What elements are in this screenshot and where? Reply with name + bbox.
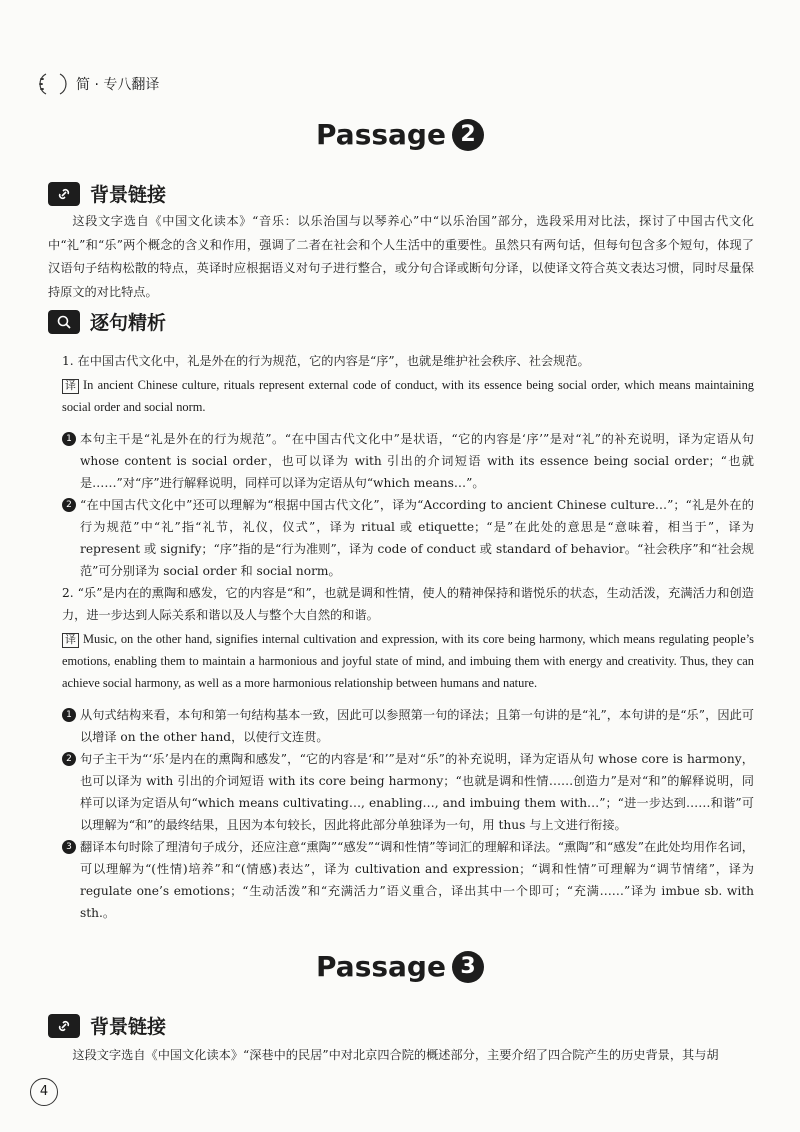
note-text: 翻译本句时除了理清句子成分，还应注意“熏陶”“感发”“调和性情”等词汇的理解和译法。“熏陶”和“感发”在此处均用作名词，可以理解为“(性情)培养”和“(情感)表达”，译为 cultivation and expression；“调和性情”可理解为“调节情绪”，译为 regulate one’s emotions；“生动活泼”和“充满活力”语义重合，译出其中一个即可；“充满……”译为 imbue sb. with sth.。 (80, 840, 754, 920)
note-text: 本句主干是“礼是外在的行为规范”。“在中国古代文化中”是状语，“它的内容是‘序’”是对“礼”的补充说明，译为定语从句 whose content is social order，也可以译为 with 引出的介词短语 with its essence being social order；“也就是……”对“序”进行解释说明，同样可以译为定语从句“which means…”。 (80, 432, 754, 490)
brand-logo (36, 70, 70, 98)
number-1-icon: 1 (62, 708, 76, 722)
laurel-icon (36, 70, 70, 98)
translation-text: In ancient Chinese culture, rituals represent external code of conduct, with its essence being social order, which means maintaining social order and social norm. (62, 378, 754, 414)
passage-word: Passage (316, 950, 446, 983)
note-text: “在中国古代文化中”还可以理解为“根据中国古代文化”，译为“According to ancient Chinese culture…”；“礼是外在的行为规范”中“礼”指“礼节，礼仪，仪式”，译为 ritual 或 etiquette；“是”在此处的意思是“意味着，相当于”，译为 represent 或 signify；“序”指的是“行为准则”，译为 code of conduct 或 standard of behavior。“社会秩序”和“社会规范”可分别译为 social order 和 social norm。 (80, 498, 754, 578)
number-2-icon: 2 (62, 498, 76, 512)
note-item (62, 428, 754, 494)
note-text: 句子主干为“‘乐’是内在的熏陶和感发”，“它的内容是‘和’”是对“乐”的补充说明，译为定语从句 whose core is harmony，也可以译为 with 引出的介词短语 with its core being harmony；“也就是调和性情……创造力”是对“和”的解释说明，同样可以译为定语从句“which means cultivating…, enabling…, and imbuing them with…”；“进一步达到……和谐”可以理解为“和”的最终结果，且因为本句较长，因此将此部分单独译为一句，用 thus 与上文进行衔接。 (80, 752, 754, 832)
note-item (62, 836, 754, 924)
sentence-2-block (62, 582, 754, 924)
background-paragraph-3: 这段文字选自《中国文化读本》“深巷中的民居”中对北京四合院的概述部分，主要介绍了四合院产生的历史背景，其与胡 (72, 1048, 719, 1062)
section-title: 逐句精析 (90, 312, 167, 334)
number-3-icon: 3 (62, 840, 76, 854)
section-background-link-3 (48, 1012, 166, 1039)
note-item (62, 748, 754, 836)
sentence-1-chinese: 1. 在中国古代文化中，礼是外在的行为规范，它的内容是“序”，也就是维护社会秩序、社会规范。 (62, 354, 590, 368)
page-number: 4 (30, 1078, 58, 1106)
passage-2-title (0, 118, 800, 151)
sentence-2-chinese: 2. “乐”是内在的熏陶和感发，它的内容是“和”，也就是调和性情，使人的精神保持和谐悦乐的状态，生动活泼，充满活力和创造力，进一步达到人际关系和谐以及人与整个大自然的和谐。 (62, 586, 754, 622)
number-1-icon: 1 (62, 432, 76, 446)
passage-number-badge: 3 (452, 951, 484, 983)
passage-number-badge: 2 (452, 119, 484, 151)
link-icon (48, 182, 80, 206)
translation-tag: 译 (62, 379, 79, 394)
note-text: 从句式结构来看，本句和第一句结构基本一致，因此可以参照第一句的译法；且第一句讲的是“礼”，本句讲的是“乐”，因此可以增译 on the other hand，以使行文连贯。 (80, 708, 754, 744)
sentence-1-notes (62, 428, 754, 582)
section-background-link (48, 180, 166, 207)
section-sentence-analysis (48, 308, 166, 335)
sentence-1-block (62, 350, 754, 582)
magnifier-icon (48, 310, 80, 334)
link-icon (48, 1014, 80, 1038)
brand-text: 简 · 专八翻译 (76, 77, 160, 93)
number-2-icon: 2 (62, 752, 76, 766)
header-brand (36, 70, 159, 98)
translation-text: Music, on the other hand, signifies internal cultivation and expression, with its core being harmony, which means regulating people’s emotions, enabling them to maintain a harmonious and joyful state of mind, and imbuing them with energy and creativity. Thus, they can achieve social harmony, as well as a more harmonious relationship between humans and nature. (62, 632, 754, 690)
background-paragraph: 这段文字选自《中国文化读本》“音乐：以乐治国与以琴养心”中“以乐治国”部分，选段采用对比法，探讨了中国古代文化中“礼”和“乐”两个概念的含义和作用，强调了二者在社会和个人生活中的重要性。虽然只有两句话，但每句包含多个短句，体现了汉语句子结构松散的特点，英译时应根据语义对句子进行整合，或分句合译或断句分译，以使译文符合英文表达习惯，同时尽量保持原文的对比特点。 (48, 214, 754, 299)
sentence-2-notes (62, 704, 754, 924)
passage-word: Passage (316, 118, 446, 151)
note-item (62, 704, 754, 748)
section-title: 背景链接 (90, 1016, 167, 1038)
sentence-1-translation (62, 374, 754, 418)
sentence-2-translation (62, 628, 754, 694)
section-title: 背景链接 (90, 184, 167, 206)
translation-tag: 译 (62, 633, 79, 648)
note-item (62, 494, 754, 582)
passage-3-title (0, 950, 800, 983)
